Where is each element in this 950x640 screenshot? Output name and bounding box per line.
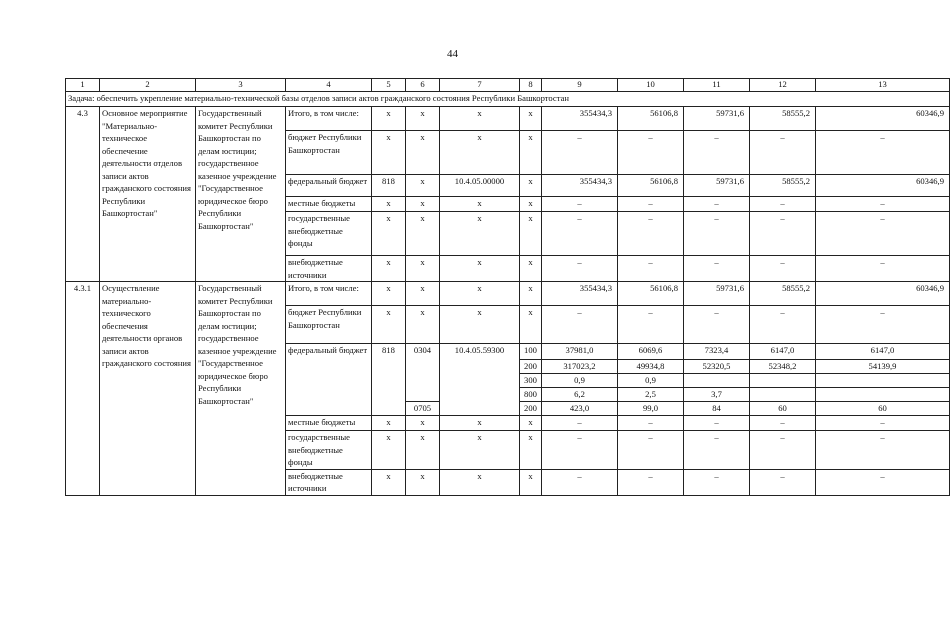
amount-cell-11: – — [684, 469, 750, 495]
funding-source-cell: внебюджетные источники — [286, 469, 372, 495]
amount-cell-10: – — [618, 131, 684, 175]
funding-source-cell: местные бюджеты — [286, 416, 372, 431]
kbk-target-cell: 10.4.05.00000 — [440, 175, 520, 197]
amount-cell-13 — [816, 388, 950, 402]
amount-cell-12: – — [750, 469, 816, 495]
amount-cell-12: – — [750, 416, 816, 431]
kbk-target-cell: х — [440, 256, 520, 282]
funding-source-cell: государственные внебюджетные фонды — [286, 212, 372, 256]
amount-cell-13: 60346,9 — [816, 107, 950, 131]
task-text: Задача: обеспечить укрепление материально-технической базы отделов записи актов гражданского состояния Республики Башкортостан — [66, 92, 950, 107]
kbk-type-cell: х — [520, 197, 542, 212]
kbk-ministry-cell: х — [372, 416, 406, 431]
funding-source-cell: Итого, в том числе: — [286, 107, 372, 131]
amount-cell-13: – — [816, 469, 950, 495]
amount-cell-13: 6147,0 — [816, 344, 950, 360]
amount-cell-12: 52348,2 — [750, 360, 816, 374]
amount-cell-13: 54139,9 — [816, 360, 950, 374]
kbk-ministry-cell: х — [372, 306, 406, 344]
amount-cell-11: 3,7 — [684, 388, 750, 402]
amount-cell-13: 60346,9 — [816, 282, 950, 306]
col-header: 12 — [750, 79, 816, 92]
kbk-type-cell: 200 — [520, 402, 542, 416]
amount-cell-13: – — [816, 212, 950, 256]
kbk-section-cell: х — [406, 282, 440, 306]
amount-cell-10: 49934,8 — [618, 360, 684, 374]
amount-cell-9: 6,2 — [542, 388, 618, 402]
row-4-3-group — [66, 107, 950, 282]
kbk-section-cell: х — [406, 431, 440, 470]
amount-cell-13: – — [816, 131, 950, 175]
amount-cell-10: 0,9 — [618, 374, 684, 388]
kbk-ministry-cell: 818 — [372, 175, 406, 197]
amount-cell-9: – — [542, 256, 618, 282]
kbk-type-cell: х — [520, 282, 542, 306]
col-header: 8 — [520, 79, 542, 92]
kbk-type-cell: х — [520, 469, 542, 495]
col-header: 7 — [440, 79, 520, 92]
kbk-section-cell: х — [406, 131, 440, 175]
amount-cell-13: – — [816, 431, 950, 470]
kbk-target-cell: х — [440, 107, 520, 131]
amount-cell-10: – — [618, 306, 684, 344]
col-header: 1 — [66, 79, 100, 92]
funding-source-cell: федеральный бюджет — [286, 344, 372, 416]
amount-cell-10: – — [618, 431, 684, 470]
amount-cell-9: 37981,0 — [542, 344, 618, 360]
amount-cell-10: 6069,6 — [618, 344, 684, 360]
page-number: 44 — [447, 48, 458, 60]
kbk-ministry-cell: х — [372, 212, 406, 256]
funding-source-cell: федеральный бюджет — [286, 175, 372, 197]
amount-cell-11: – — [684, 197, 750, 212]
kbk-section-cell: 0705 — [406, 402, 440, 416]
task-row — [66, 92, 950, 107]
kbk-type-cell: х — [520, 256, 542, 282]
kbk-ministry-cell: х — [372, 131, 406, 175]
kbk-type-cell: х — [520, 212, 542, 256]
kbk-ministry-cell: х — [372, 431, 406, 470]
funding-source-cell: местные бюджеты — [286, 197, 372, 212]
executor-name: Государственный комитет Республики Башкортостан по делам юстиции; государственное казенное учреждение "Государственное юридическое бюро Республики Башкортостан" — [196, 107, 286, 282]
amount-cell-11: 7323,4 — [684, 344, 750, 360]
kbk-type-cell: х — [520, 107, 542, 131]
amount-cell-12: – — [750, 431, 816, 470]
amount-cell-11: – — [684, 416, 750, 431]
amount-cell-11 — [684, 374, 750, 388]
amount-cell-9: 317023,2 — [542, 360, 618, 374]
kbk-section-cell: х — [406, 197, 440, 212]
amount-cell-10: 99,0 — [618, 402, 684, 416]
funding-source-cell: бюджет Республики Башкортостан — [286, 306, 372, 344]
funding-source-cell: бюджет Республики Башкортостан — [286, 131, 372, 175]
amount-cell-13: – — [816, 197, 950, 212]
kbk-ministry-cell: х — [372, 256, 406, 282]
amount-cell-9: 355434,3 — [542, 175, 618, 197]
amount-cell-9: – — [542, 416, 618, 431]
amount-cell-10: – — [618, 469, 684, 495]
amount-cell-9: – — [542, 197, 618, 212]
col-header: 10 — [618, 79, 684, 92]
col-header: 13 — [816, 79, 950, 92]
amount-cell-12: – — [750, 212, 816, 256]
amount-cell-11: – — [684, 131, 750, 175]
kbk-type-cell: х — [520, 131, 542, 175]
col-header: 9 — [542, 79, 618, 92]
budget-table — [65, 78, 950, 496]
amount-cell-12: 58555,2 — [750, 107, 816, 131]
amount-cell-11: 59731,6 — [684, 175, 750, 197]
kbk-type-cell: х — [520, 416, 542, 431]
amount-cell-11: – — [684, 212, 750, 256]
kbk-section-cell: х — [406, 107, 440, 131]
amount-cell-13: – — [816, 256, 950, 282]
amount-cell-13: 60346,9 — [816, 175, 950, 197]
amount-cell-12: – — [750, 131, 816, 175]
activity-name: Основное мероприятие "Материально-техническое обеспечение деятельности отделов записи актов гражданского состояния Республики Башкортостан" — [100, 107, 196, 282]
executor-name: Государственный комитет Республики Башкортостан по делам юстиции; государственное казенное учреждение "Государственное юридическое бюро Республики Башкортостан" — [196, 282, 286, 496]
kbk-type-cell: 800 — [520, 388, 542, 402]
kbk-section-cell: х — [406, 212, 440, 256]
amount-cell-12: 58555,2 — [750, 282, 816, 306]
amount-cell-10: – — [618, 256, 684, 282]
amount-cell-13: 60 — [816, 402, 950, 416]
row-number: 4.3.1 — [66, 282, 100, 496]
kbk-type-cell: 300 — [520, 374, 542, 388]
amount-cell-11: – — [684, 256, 750, 282]
kbk-ministry-cell: х — [372, 197, 406, 212]
row-number: 4.3 — [66, 107, 100, 282]
kbk-section-cell: х — [406, 256, 440, 282]
kbk-section-cell: х — [406, 469, 440, 495]
kbk-target-cell: х — [440, 431, 520, 470]
kbk-target-cell: х — [440, 197, 520, 212]
amount-cell-9: 0,9 — [542, 374, 618, 388]
kbk-section-cell: 0304 — [406, 344, 440, 402]
amount-cell-12: – — [750, 306, 816, 344]
kbk-target-cell: 10.4.05.59300 — [440, 344, 520, 416]
amount-cell-13: – — [816, 306, 950, 344]
col-header: 11 — [684, 79, 750, 92]
table-row — [66, 282, 950, 306]
col-header: 4 — [286, 79, 372, 92]
funding-source-cell: государственные внебюджетные фонды — [286, 431, 372, 470]
kbk-target-cell: х — [440, 131, 520, 175]
amount-cell-11: 59731,6 — [684, 107, 750, 131]
kbk-ministry-cell: 818 — [372, 344, 406, 416]
header-row — [66, 79, 950, 92]
kbk-ministry-cell: х — [372, 469, 406, 495]
col-header: 2 — [100, 79, 196, 92]
amount-cell-10: – — [618, 212, 684, 256]
amount-cell-11: – — [684, 431, 750, 470]
kbk-target-cell: х — [440, 416, 520, 431]
amount-cell-10: – — [618, 197, 684, 212]
amount-cell-9: – — [542, 131, 618, 175]
amount-cell-11: 84 — [684, 402, 750, 416]
amount-cell-12: 6147,0 — [750, 344, 816, 360]
amount-cell-10: 56106,8 — [618, 107, 684, 131]
kbk-type-cell: х — [520, 306, 542, 344]
kbk-ministry-cell: х — [372, 107, 406, 131]
amount-cell-12 — [750, 388, 816, 402]
kbk-target-cell: х — [440, 212, 520, 256]
kbk-type-cell: 100 — [520, 344, 542, 360]
col-header: 5 — [372, 79, 406, 92]
amount-cell-13: – — [816, 416, 950, 431]
amount-cell-9: 355434,3 — [542, 107, 618, 131]
amount-cell-9: – — [542, 212, 618, 256]
kbk-type-cell: х — [520, 431, 542, 470]
amount-cell-9: – — [542, 306, 618, 344]
amount-cell-11: 59731,6 — [684, 282, 750, 306]
table-row — [66, 107, 950, 131]
kbk-type-cell: 200 — [520, 360, 542, 374]
amount-cell-12: – — [750, 197, 816, 212]
amount-cell-9: 423,0 — [542, 402, 618, 416]
amount-cell-10: – — [618, 416, 684, 431]
kbk-ministry-cell: х — [372, 282, 406, 306]
funding-source-cell: внебюджетные источники — [286, 256, 372, 282]
amount-cell-12: 58555,2 — [750, 175, 816, 197]
amount-cell-11: – — [684, 306, 750, 344]
amount-cell-12: – — [750, 256, 816, 282]
amount-cell-11: 52320,5 — [684, 360, 750, 374]
amount-cell-12: 60 — [750, 402, 816, 416]
col-header: 3 — [196, 79, 286, 92]
kbk-section-cell: х — [406, 416, 440, 431]
activity-name: Осуществление материально-технического обеспечения деятельности органов записи актов гражданского состояния — [100, 282, 196, 496]
kbk-target-cell: х — [440, 469, 520, 495]
amount-cell-9: 355434,3 — [542, 282, 618, 306]
kbk-section-cell: х — [406, 175, 440, 197]
amount-cell-10: 2,5 — [618, 388, 684, 402]
amount-cell-12 — [750, 374, 816, 388]
kbk-section-cell: х — [406, 306, 440, 344]
funding-source-cell: Итого, в том числе: — [286, 282, 372, 306]
kbk-target-cell: х — [440, 306, 520, 344]
col-header: 6 — [406, 79, 440, 92]
row-4-3-1-group — [66, 282, 950, 496]
amount-cell-9: – — [542, 431, 618, 470]
amount-cell-9: – — [542, 469, 618, 495]
kbk-type-cell: х — [520, 175, 542, 197]
amount-cell-10: 56106,8 — [618, 175, 684, 197]
amount-cell-13 — [816, 374, 950, 388]
amount-cell-10: 56106,8 — [618, 282, 684, 306]
kbk-target-cell: х — [440, 282, 520, 306]
